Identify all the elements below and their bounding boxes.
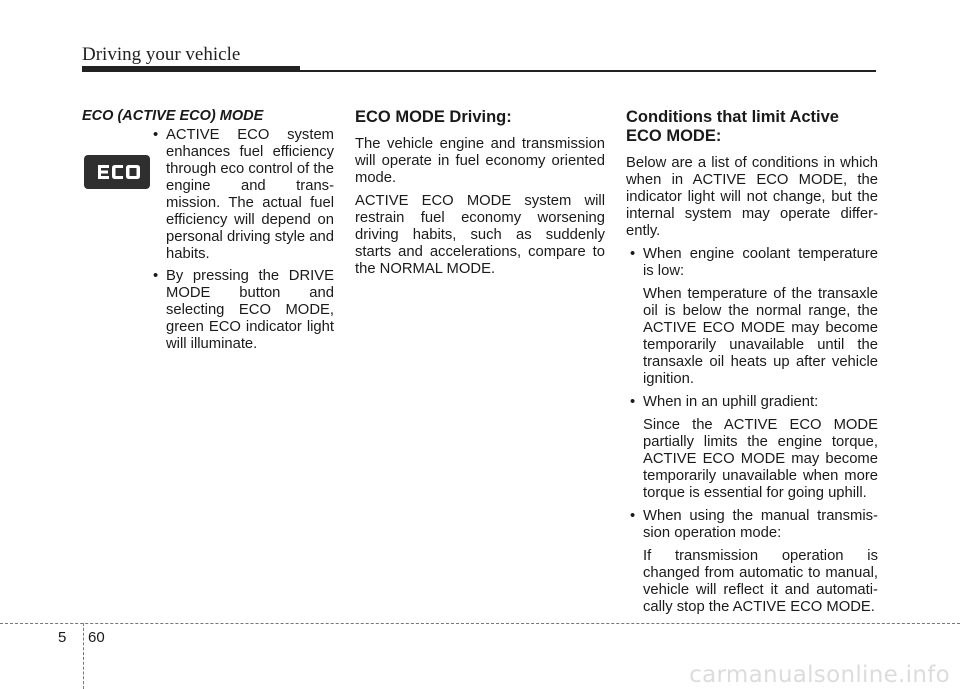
condition-item: • When engine coolant temperature is low: bbox=[626, 246, 878, 280]
paragraph: ACTIVE ECO MODE system will restrain fuel economy worsening driving habits, such as suddenly starts and accelerations, compare to the NORMAL MODE. bbox=[355, 193, 605, 277]
section-heading: ECO MODE Driving: bbox=[355, 108, 512, 126]
header-rule-thick bbox=[82, 66, 300, 72]
condition-detail: If transmission operation is changed from automatic to manual, vehicle will reflect it and automati-cally stop the ACTIVE ECO MODE. bbox=[643, 548, 878, 615]
column-conditions bbox=[626, 108, 878, 622]
column-eco-mode bbox=[82, 108, 334, 358]
condition-detail: Since the ACTIVE ECO MODE partially limits the engine torque, ACTIVE ECO MODE may become temporarily unavailable when more torque is essential for going uphill. bbox=[643, 417, 878, 501]
section-heading: Conditions that limit Active ECO MODE: bbox=[626, 108, 839, 145]
eco-indicator-icon bbox=[84, 155, 150, 189]
page-header-title: Driving your vehicle bbox=[82, 44, 241, 65]
section-title: ECO (ACTIVE ECO) MODE bbox=[82, 108, 264, 124]
chapter-number: 5 bbox=[58, 629, 67, 646]
paragraph: The vehicle engine and transmission will operate in fuel economy oriented mode. bbox=[355, 136, 605, 186]
header-rule-thin bbox=[300, 70, 876, 72]
watermark: carmanualsonline.info bbox=[689, 662, 950, 688]
footer-divider bbox=[0, 623, 960, 624]
paragraph: Below are a list of conditions in which when in ACTIVE ECO MODE, the indicator light will not change, but the internal system may operate differ-ently. bbox=[626, 155, 878, 239]
list-item: • ACTIVE ECO system enhances fuel efficiency through eco control of the engine and trans-mission. The actual fuel efficiency will depend on personal driving style and habits. bbox=[149, 127, 334, 263]
column-eco-driving bbox=[355, 108, 605, 284]
condition-item: • When using the manual transmis-sion operation mode: bbox=[626, 508, 878, 542]
condition-item: • When in an uphill gradient: bbox=[626, 394, 878, 411]
footer-vertical-divider bbox=[83, 623, 84, 689]
page-number: 60 bbox=[88, 629, 105, 646]
list-item: • By pressing the DRIVE MODE button and selecting ECO MODE, green ECO indicator light will illuminate. bbox=[149, 268, 334, 353]
condition-detail: When temperature of the transaxle oil is below the normal range, the ACTIVE ECO MODE may become temporarily unavailable until the transaxle oil heats up after vehicle ignition. bbox=[643, 286, 878, 387]
